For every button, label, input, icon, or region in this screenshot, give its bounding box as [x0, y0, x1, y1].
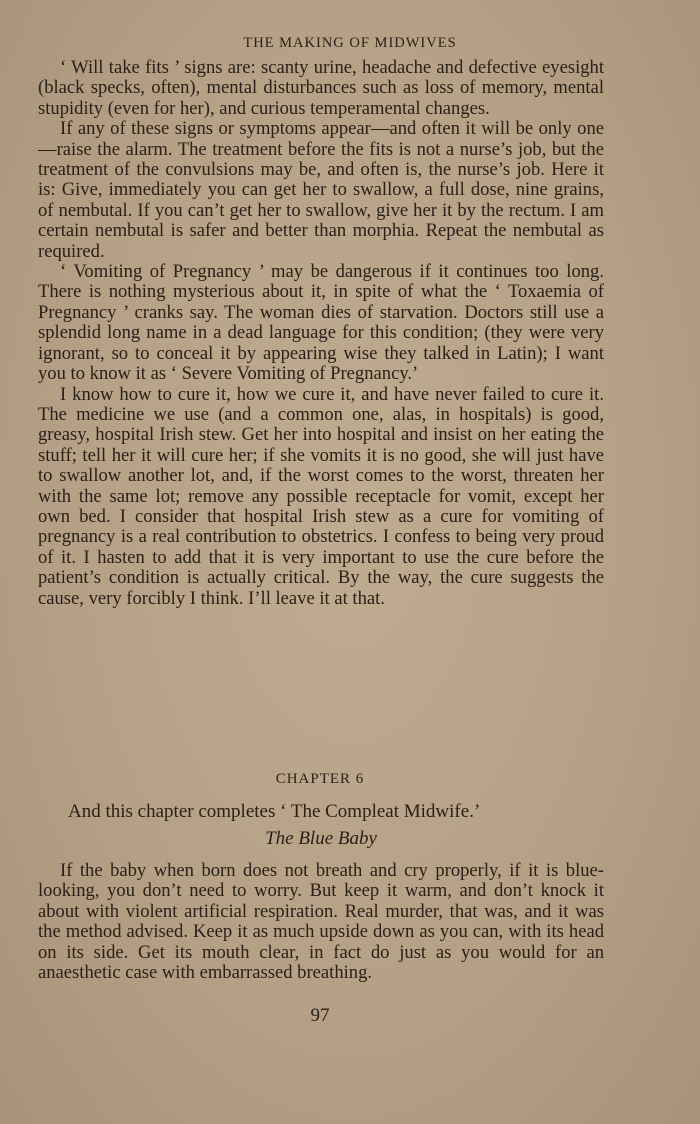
- paragraph-irish-stew-cure: I know how to cure it, how we cure it, and have never failed to cure it. The medicine we use (and a common one, alas, in hospitals) is good, greasy, hospital Irish stew. Get her into hospital and insist on her eating the stuff; tell her it will cure her; if she vomits it is no good, she will just have to swallow another lot, and, if the worst comes to the worst, threaten her with the same lot; remove any possible receptacle for vomit, except her own bed. I consider that hospital Irish stew as a cure for vomiting of pregnancy is a real contribution to obstetrics. I confess to being very proud of it. I hasten to add that it is very important to use the cure before the patient’s condition is actually critical. By the way, the cure suggests the cause, very forcibly I think. I’ll leave it at that.: [38, 383, 604, 609]
- chapter-intro: And this chapter completes ‘ The Compleat Midwife.’: [68, 801, 481, 822]
- paragraph-convulsion-treatment: If any of these signs or symptoms appear—and often it will be only one—raise the alarm. The treatment before the fits is not a nurse’s job, but the treatment of the convulsions may be, and often is, the nurse’s job. Here it is: Give, immediately you can get her to swallow, a full dose, nine grains, of nembutal. If you can’t get her to swallow, give her it by the rectum. I am certain nembutal is safer and better than morphia. Repeat the nembutal as required.: [38, 118, 604, 262]
- paragraph-vomiting-of-pregnancy: ‘ Vomiting of Pregnancy ’ may be dangerous if it continues too long. There is nothing mysterious about it, in spite of what the ‘ Toxaemia of Pregnancy ’ cranks say. The woman dies of starvation. Doctors still use a splendid long name in a dead language for this condition; (they were very ignorant, so to conceal it by appearing wise they talked in Latin); I want you to know it as ‘ Severe Vomiting of Pregnancy.’: [38, 261, 604, 385]
- running-header: THE MAKING OF MIDWIVES: [243, 35, 457, 51]
- body-text-section-2: [38, 861, 604, 983]
- page-number: 97: [310, 1005, 330, 1026]
- paragraph-fits-signs: ‘ Will take fits ’ signs are: scanty urine, headache and defective eyesight (black specks, often), mental disturbances such as loss of memory, mental stupidity (even for her), and curious temperamental changes.: [38, 57, 604, 119]
- body-text-section-1: [38, 58, 604, 609]
- paragraph-blue-baby: If the baby when born does not breath and cry properly, if it is blue-looking, you don’t need to worry. But keep it warm, and don’t knock it about with violent artificial respiration. Real murder, that was, and it was the method advised. Keep it as much upside down as you can, with its head on its side. Get its mouth clear, in fact do just as you would for an anaesthetic case with embarrassed breathing.: [38, 860, 604, 984]
- chapter-subtitle: The Blue Baby: [265, 828, 377, 849]
- chapter-heading: CHAPTER 6: [275, 771, 365, 787]
